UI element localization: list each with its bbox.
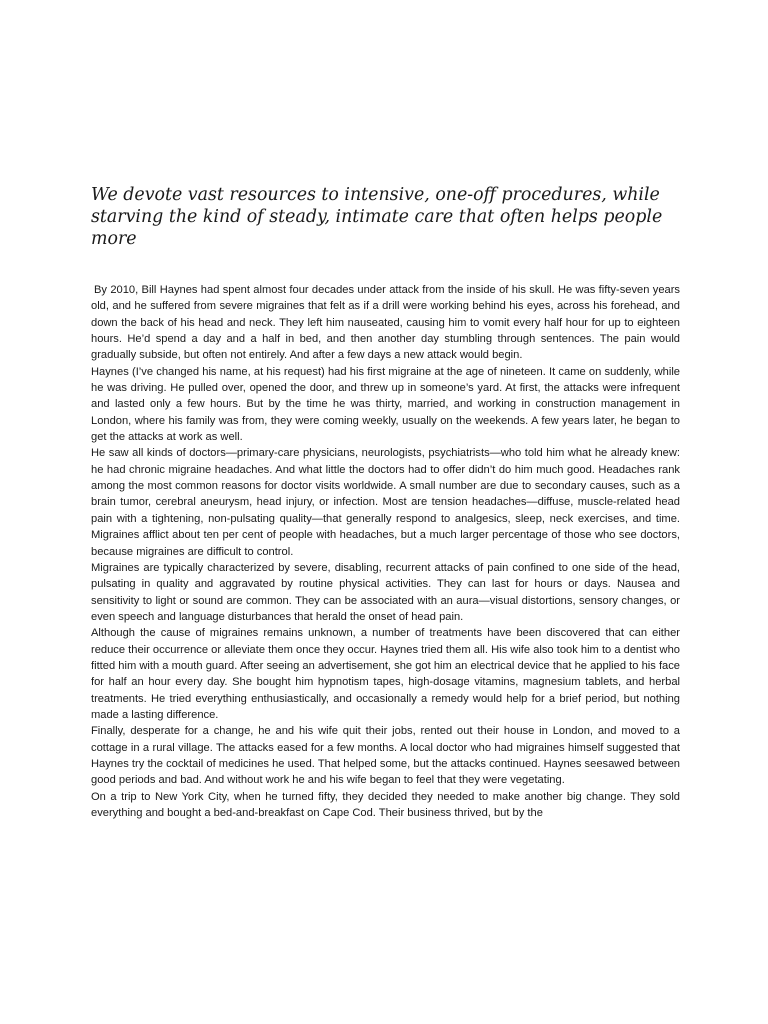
article-paragraph: By 2010, Bill Haynes had spent almost four decades under attack from the inside of his skull. He was fifty-seven years old, and he suffered from severe migraines that felt as if a drill were working behind his eyes, across his forehead, and down the back of his head and neck. They left him nauseated, causing him to vomit every half hour for up to eighteen hours. He’d spend a day and a half in bed, and then another day stumbling through sentences. The pain would gradually subside, but often not entirely. And after a few days a new attack would begin. xyxy=(91,284,680,362)
article-headline: We devote vast resources to intensive, one-off procedures, while starving the kind of steady, intimate care that often helps people more xyxy=(91,185,663,249)
article-paragraph: Haynes (I’ve changed his name, at his request) had his first migraine at the age of nineteen. It came on suddenly, while he was driving. He pulled over, opened the door, and threw up in someone’s yard. At first, the attacks were infrequent and lasted only a few hours. But by the time he was thirty, married, and working in construction management in London, where his family was from, they were coming weekly, usually on the weekends. A few years later, he began to get the attacks at work as well. xyxy=(91,365,680,444)
article-paragraph: He saw all kinds of doctors—primary-care physicians, neurologists, psychiatrists—who told him what he already knew: he had chronic migraine headaches. And what little the doctors had to offer didn’t do him much good. Headaches rank among the most common reasons for doctor visits worldwide. A small number are due to secondary causes, such as a brain tumor, cerebral aneurysm, head injury, or infection. Most are tension headaches—diffuse, muscle-related head pain with a tightening, non-pulsating quality—that generally respond to analgesics, sleep, neck exercises, and time. Migraines afflict about ten per cent of people with headaches, but a much larger percentage of those who see doctors, because migraines are difficult to control. xyxy=(91,447,680,558)
article-paragraph: Finally, desperate for a change, he and his wife quit their jobs, rented out their house in London, and moved to a cottage in a rural village. The attacks eased for a few months. A local doctor who had migraines himself suggested that Haynes try the cocktail of medicines he used. That helped some, but the attacks continued. Haynes seesawed between good periods and bad. And without work he and his wife began to feel that they were vegetating. xyxy=(91,725,680,787)
article-paragraph: Migraines are typically characterized by severe, disabling, recurrent attacks of pain confined to one side of the head, pulsating in quality and aggravated by routine physical activities. They can last for hours or days. Nausea and sensitivity to light or sound are common. They can be associated with an aura—visual distortions, sensory changes, or even speech and language disturbances that herald the onset of head pain. xyxy=(91,561,680,623)
article-body xyxy=(91,282,680,821)
article-paragraph: On a trip to New York City, when he turned fifty, they decided they needed to make another big change. They sold everything and bought a bed-and-breakfast on Cape Cod. Their business thrived, but by the xyxy=(91,790,680,819)
article-paragraph: Although the cause of migraines remains unknown, a number of treatments have been discovered that can either reduce their occurrence or alleviate them once they occur. Haynes tried them all. His wife also took him to a dentist who fitted him with a mouth guard. After seeing an advertisement, she got him an electrical device that he applied to his face for half an hour every day. She bought him hypnotism tapes, high-dosage vitamins, magnesium tablets, and herbal treatments. He tried everything enthusiastically, and occasionally a remedy would help for a brief period, but nothing made a lasting difference. xyxy=(91,627,680,721)
